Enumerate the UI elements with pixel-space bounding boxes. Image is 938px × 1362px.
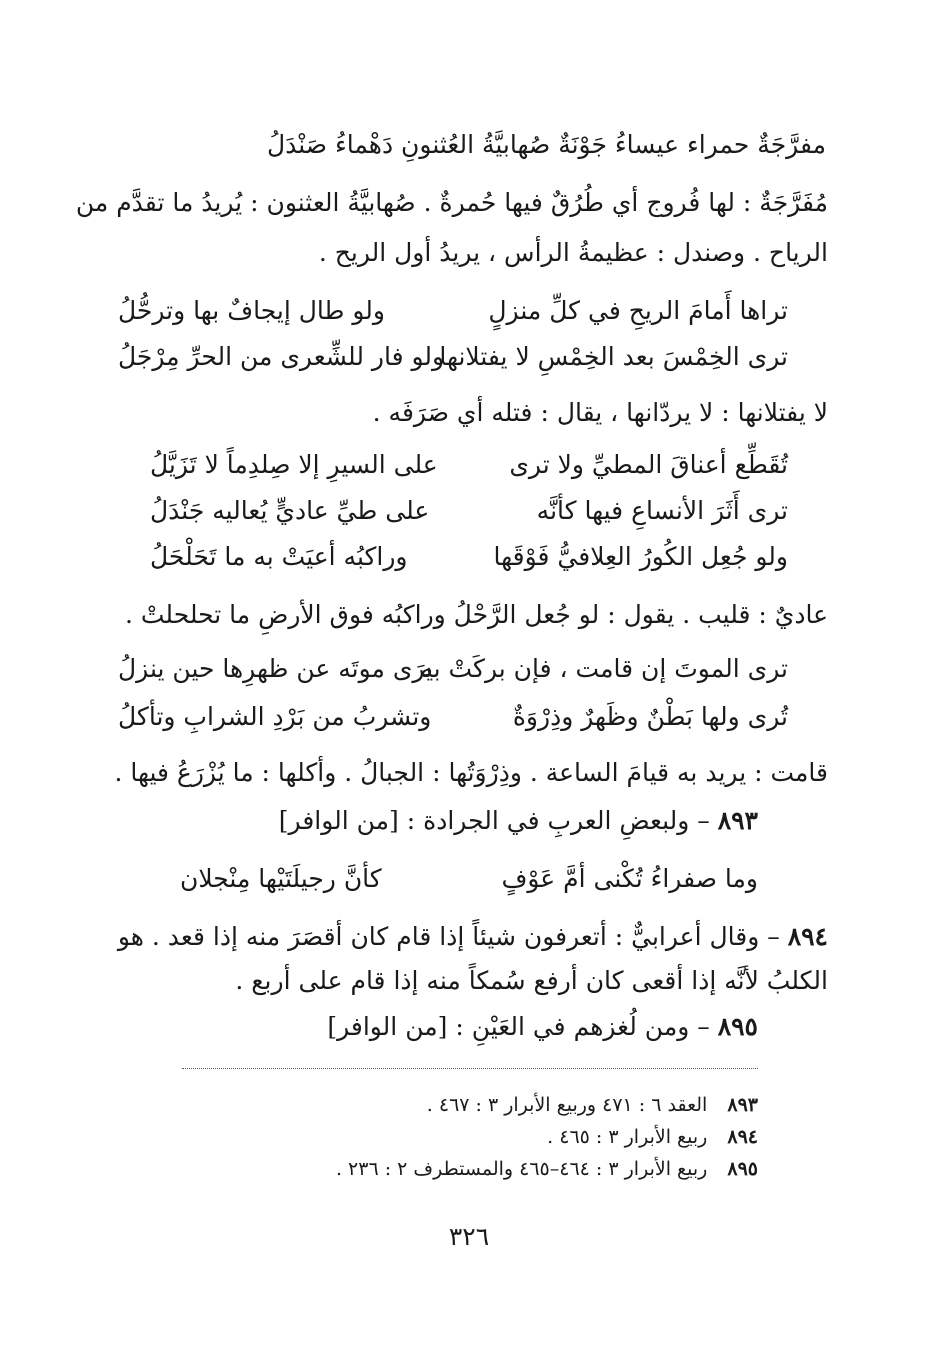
verse-hemistich-second: على طيِّ عاديٍّ يُعاليه جَنْدَلُ	[150, 496, 430, 525]
commentary-line: الرياح . وصندل : عظيمةُ الرأس ، يريدُ أول الريح .	[318, 238, 828, 267]
verse-hemistich-second: وراكبُه أعيَتْ به ما تَحَلْحَلُ	[150, 542, 408, 571]
verse-hemistich-first: ترى الموتَ إن قامت ، فإن بركَتْ به	[420, 654, 788, 683]
verse-hemistich-second: وتشربُ من بَرْدِ الشرابِ وتأكلُ	[118, 702, 432, 731]
commentary-line: الكلبُ لأنَّه إذا أقعى كان أرفع سُمكاً منه إذا قام على أربع .	[235, 966, 828, 995]
commentary-line: قامت : يريد به قيامَ الساعة . وذِرْوَتُها : الجبالُ . وأكلها : ما يُزْرَعُ فيها .	[114, 758, 828, 787]
entry-number: ٨٩٥	[717, 1012, 758, 1041]
verse-hemistich-first: تُقَطِّع أعناقَ المطيِّ ولا ترى	[509, 450, 788, 479]
footnote-separator	[182, 1068, 758, 1069]
entry-895	[327, 1010, 758, 1044]
footnote-text: ربيع الأبرار ٣ : ٤٦٤–٤٦٥ والمستطرف ٢ : ٢٣٦ .	[335, 1158, 708, 1180]
verse-hemistich-first: ولو جُعِل الكُورُ العِلافيُّ فَوْقَها	[493, 542, 788, 571]
verse-hemistich-second: ولو طال إيجافٌ بها وترحُّلُ	[118, 296, 385, 325]
verse-line-opening: مفرَّجَةٌ حمراء عيساءُ جَوْنَةٌ صُهابيَّةُ العُثنونِ دَهْماءُ صَنْدَلُ	[266, 130, 826, 159]
entry-number: ٨٩٣	[717, 806, 758, 835]
entry-894	[0, 920, 828, 954]
commentary-line: لا يفتلانها : لا يردّانها ، يقال : فتله أي صَرَفَه .	[372, 398, 828, 427]
verse-hemistich-second: على السيرِ إلا صِلدِماً لا تَزَيَّلُ	[150, 450, 438, 479]
footnote-text: العقد ٦ : ٤٧١ وربيع الأبرار ٣ : ٤٦٧ .	[426, 1094, 708, 1116]
verse-hemistich-first: ترى أَثَرَ الأنساعِ فيها كأنَّه	[536, 496, 788, 525]
verse-hemistich-first: تُرى ولها بَطْنٌ وظَهرٌ وذِرْوَةٌ	[512, 702, 788, 731]
footnote-text: ربيع الأبرار ٣ : ٤٦٥ .	[547, 1126, 708, 1148]
verse-hemistich-first: وما صفراءُ تُكْنى أمَّ عَوْفٍ	[501, 864, 758, 893]
entry-text: – ومن لُغزهم في العَيْنِ : [من الوافر]	[327, 1012, 710, 1041]
footnote-895	[336, 1156, 758, 1182]
footnote-number: ٨٩٥	[727, 1158, 758, 1180]
commentary-line: مُفَرَّجَةٌ : لها فُروج أي طُرُقٌ فيها حُمرةٌ . صُهابيَّةُ العثنون : يُريدُ ما تقدَّم من	[75, 188, 828, 217]
footnote-893	[427, 1092, 758, 1118]
entry-text: – ولبعضِ العربِ في الجرادة : [من الوافر]	[278, 806, 710, 835]
verse-hemistich-first: ترى الخِمْسَ بعد الخِمْسِ لا يفتلانها	[439, 342, 788, 371]
footnote-number: ٨٩٣	[727, 1094, 758, 1116]
commentary-line: عاديٌ : قليب . يقول : لو جُعل الرَّحْلُ وراكبُه فوق الأرضِ ما تحلحلتْ .	[124, 600, 828, 629]
entry-893	[279, 804, 758, 838]
verse-hemistich-first: تراها أَمامَ الريحِ في كلِّ منزلٍ	[488, 296, 788, 325]
verse-hemistich-second: يرَى موتَه عن ظهرِها حين ينزلُ	[118, 654, 434, 683]
footnote-number: ٨٩٤	[727, 1126, 758, 1148]
page-number: ٣٢٦	[448, 1222, 490, 1251]
entry-number: ٨٩٤	[787, 922, 828, 951]
entry-text: – وقال أعرابيٌّ : أتعرفون شيئاً إذا قام كان أقصَرَ منه إذا قعد . هو	[117, 922, 780, 951]
verse-hemistich-second: كأنَّ رجيلَتَيْها مِنْجلان	[180, 864, 382, 893]
footnote-894	[547, 1124, 758, 1150]
verse-hemistich-second: ولو فار للشِّعرى من الحرِّ مِرْجَلُ	[118, 342, 445, 371]
